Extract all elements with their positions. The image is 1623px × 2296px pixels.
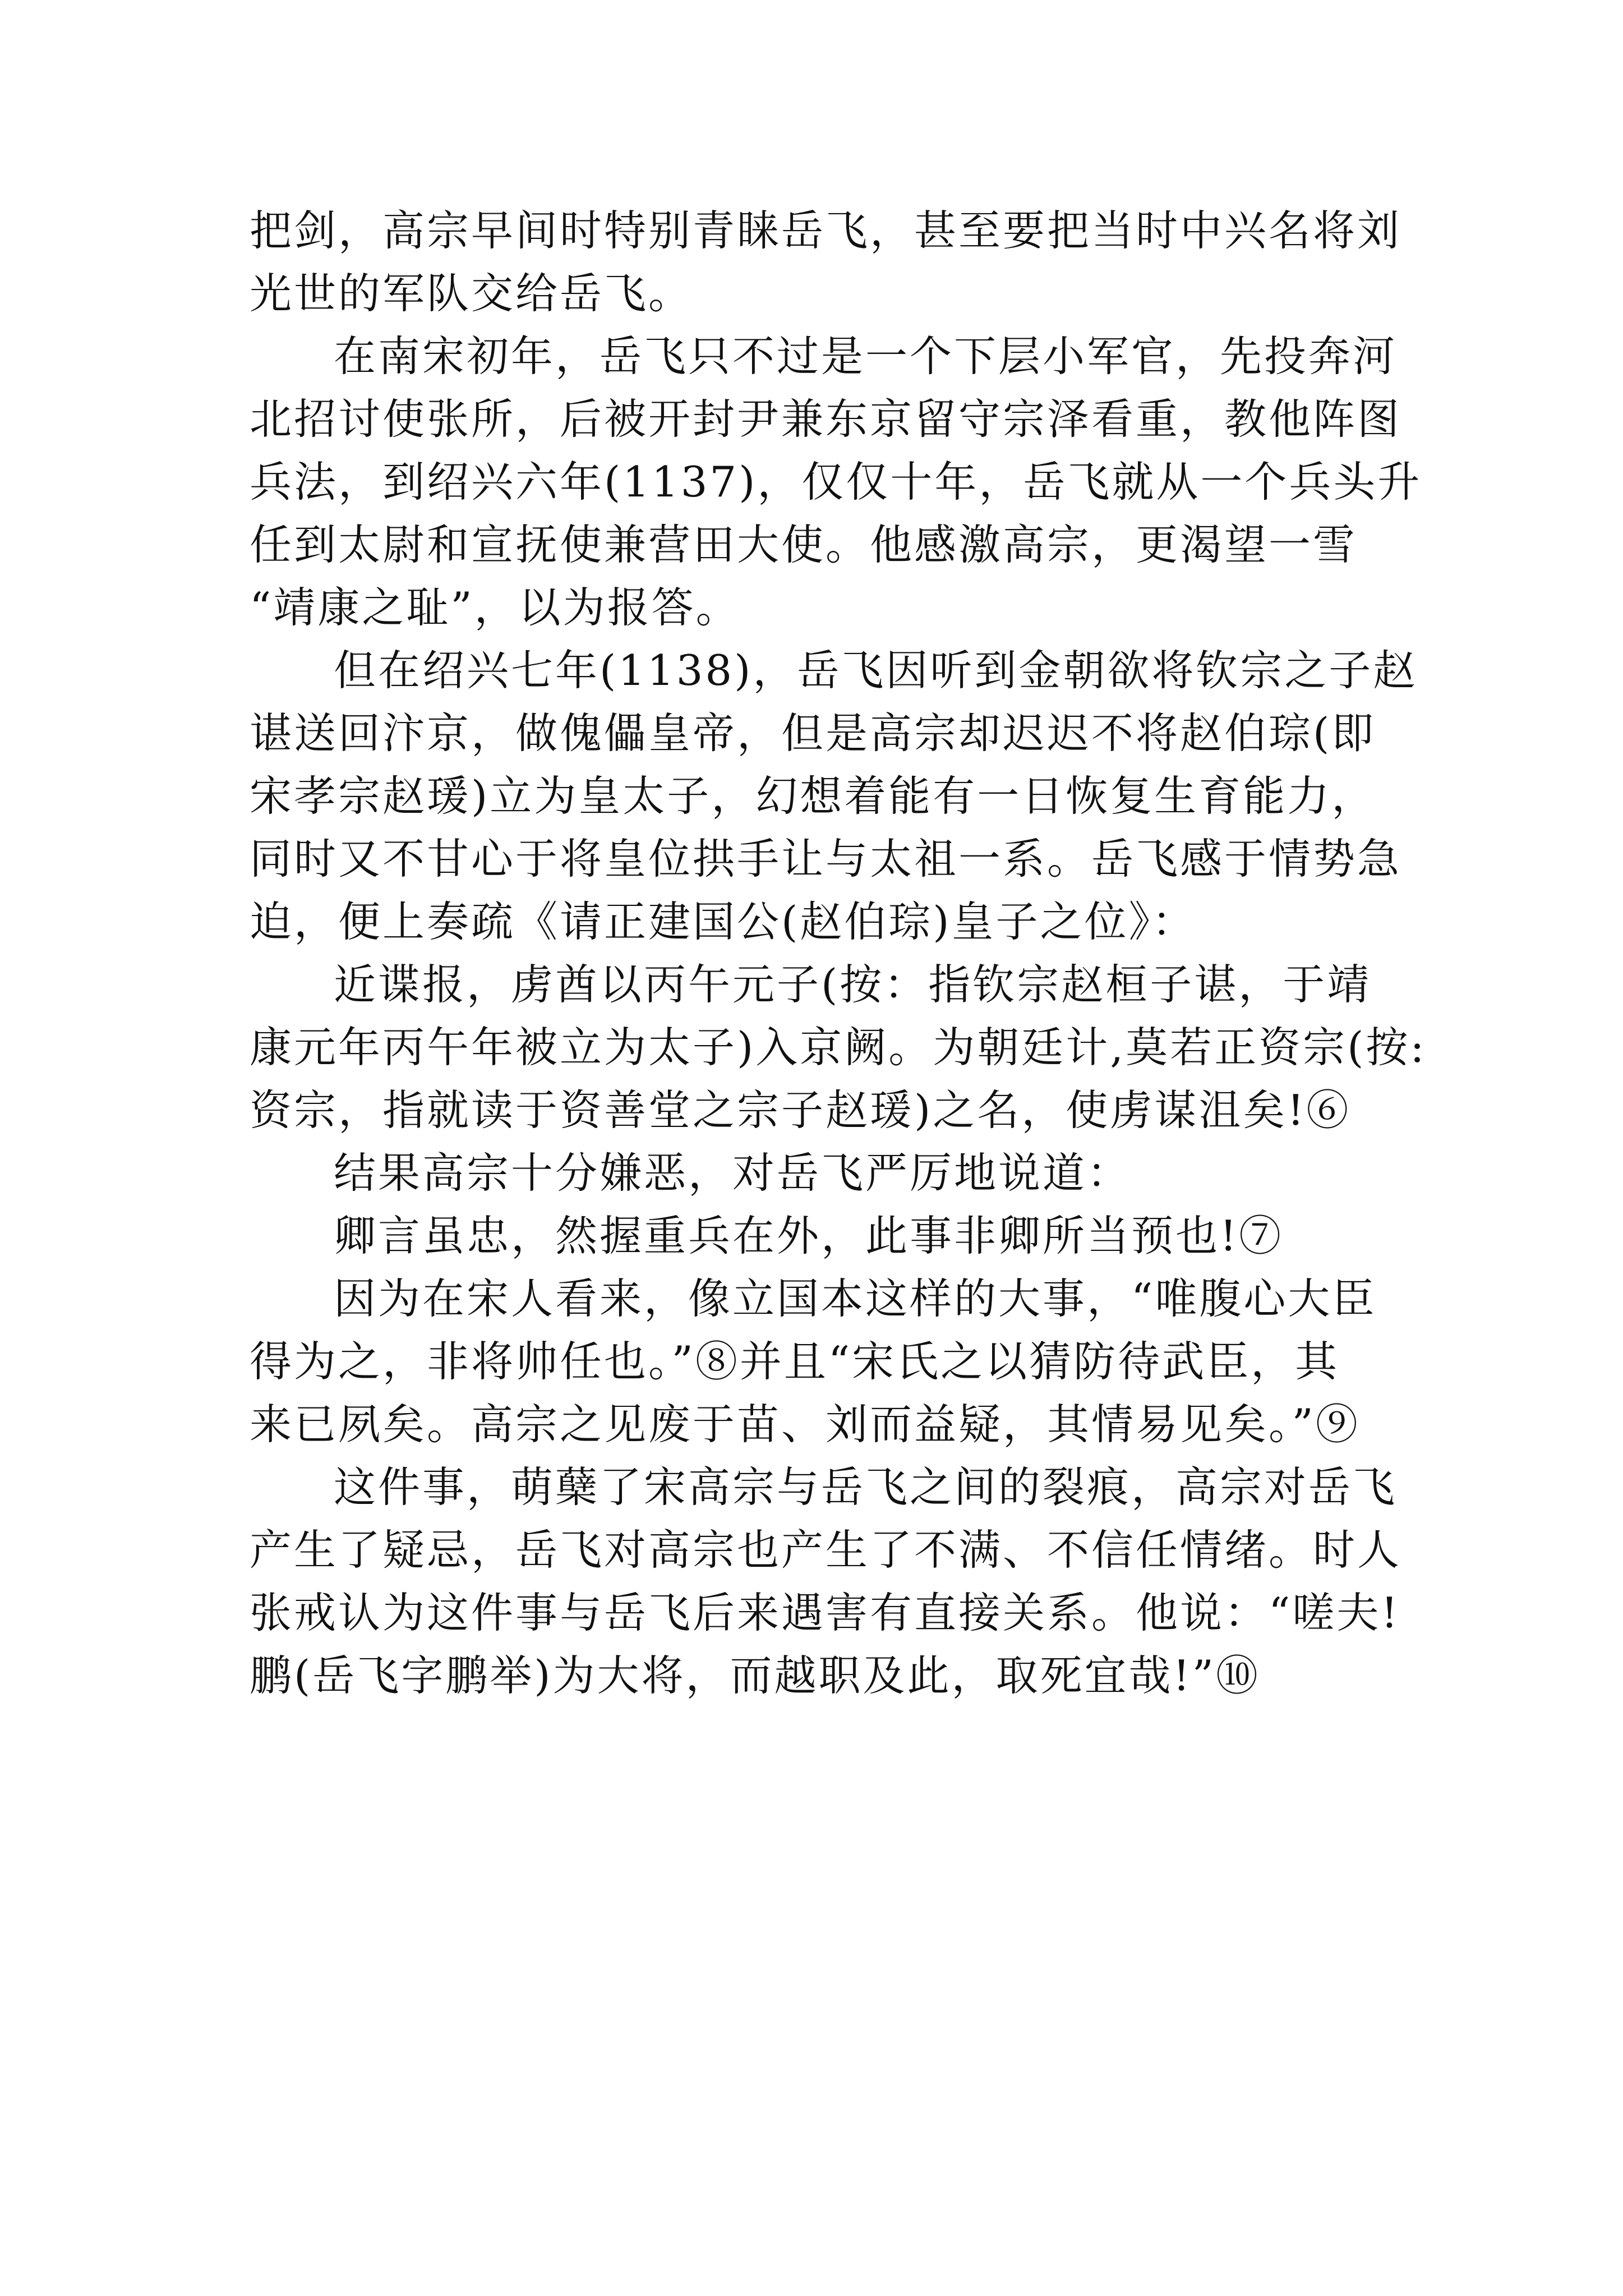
- text-line-16: 结果高宗十分嫌恶，对岳飞严厉地说道：: [334, 1148, 1132, 1198]
- text-line-9: 谌送回汴京，做傀儡皇帝，但是高宗却迟迟不将赵伯琮(即: [250, 708, 1376, 758]
- text-line-13: 近谍报，虏酋以丙午元子(按：指钦宗赵桓子谌，于靖: [334, 960, 1372, 1009]
- text-line-17: 卿言虽忠，然握重兵在外，此事非卿所当预也!⑦: [334, 1211, 1284, 1260]
- text-line-24: 鹏(岳飞字鹏举)为大将，而越职及此，取死宜哉!”⑩: [250, 1651, 1261, 1700]
- text-line-11: 同时又不甘心于将皇位拱手让与太祖一系。岳飞感于情势急: [250, 834, 1402, 884]
- text-line-14: 康元年丙午年被立为太子)入京阙。为朝廷计,莫若正资宗(按:: [250, 1023, 1427, 1072]
- text-line-4: 北招讨使张所，后被开封尹兼东京留守宗泽看重，教他阵图: [250, 394, 1402, 444]
- text-line-5: 兵法，到绍兴六年(1137)，仅仅十年，岳飞就从一个兵头升: [250, 457, 1422, 507]
- body-text: [250, 199, 1427, 1707]
- text-line-1: 把剑，高宗早间时特别青睐岳飞，甚至要把当时中兴名将刘: [250, 206, 1402, 255]
- text-line-10: 宋孝宗赵瑗)立为皇太子，幻想着能有一日恢复生育能力，: [250, 771, 1376, 821]
- text-line-2: 光世的军队交给岳飞。: [250, 269, 693, 318]
- text-line-7: “靖康之耻”，以为报答。: [250, 583, 740, 632]
- text-line-12: 迫，便上奏疏《请正建国公(赵伯琮)皇子之位》：: [250, 897, 1197, 946]
- text-line-18: 因为在宋人看来，像立国本这样的大事，“唯腹心大臣: [334, 1274, 1377, 1323]
- text-line-8: 但在绍兴七年(1138)，岳飞因听到金朝欲将钦宗之子赵: [334, 646, 1418, 695]
- text-line-3: 在南宋初年，岳飞只不过是一个下层小军官，先投奔河: [334, 332, 1398, 381]
- text-line-23: 张戒认为这件事与岳飞后来遇害有直接关系。他说：“嗟夫!: [250, 1588, 1400, 1637]
- text-line-21: 这件事，萌蘖了宋高宗与岳飞之间的裂痕，高宗对岳飞: [334, 1462, 1398, 1512]
- text-line-19: 得为之，非将帅任也。”⑧并且“宋氏之以猜防待武臣，其: [250, 1337, 1340, 1386]
- text-line-22: 产生了疑忌，岳飞对高宗也产生了不满、不信任情绪。时人: [250, 1525, 1402, 1575]
- text-line-15: 资宗，指就读于资善堂之宗子赵瑗)之名，使虏谋沮矣!⑥: [250, 1085, 1351, 1135]
- text-line-20: 来已夙矣。高宗之见废于苗、刘而益疑，其情易见矣。”⑨: [250, 1400, 1360, 1449]
- text-line-6: 任到太尉和宣抚使兼营田大使。他感激高宗，更渴望一雪: [250, 520, 1358, 569]
